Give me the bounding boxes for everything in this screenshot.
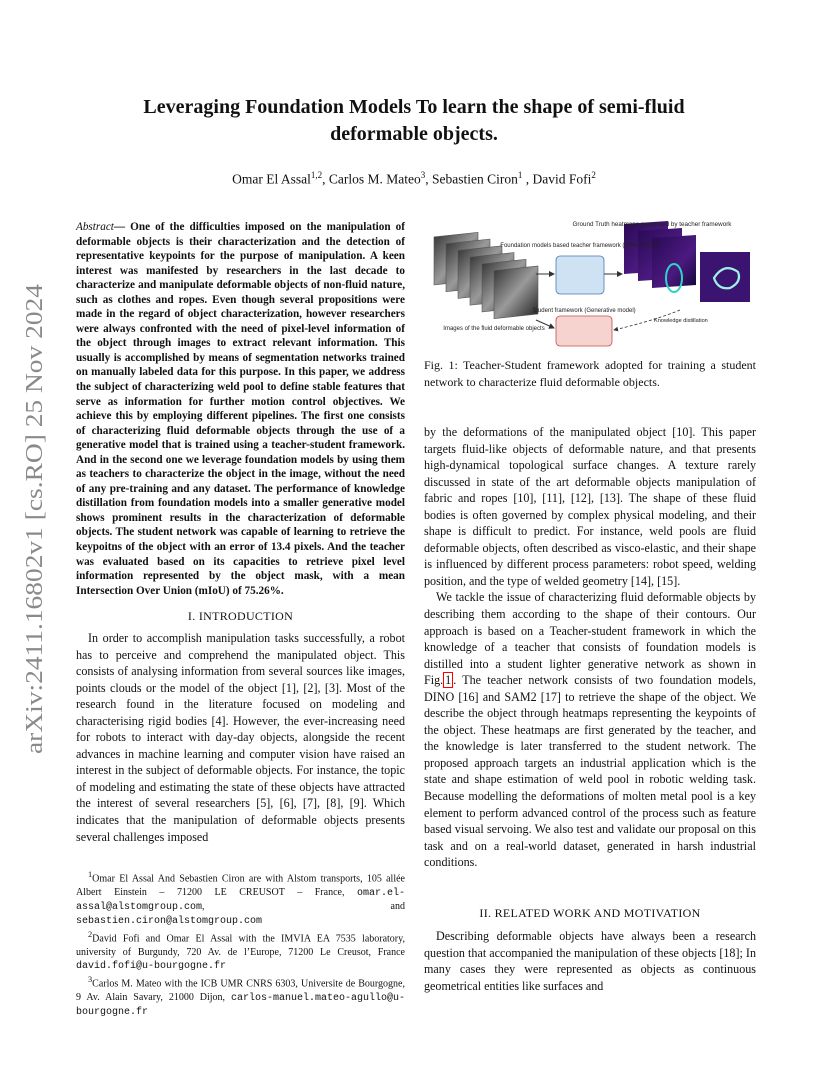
- title-line-1: Leveraging Foundation Models To learn the shape of semi-fluid: [143, 96, 685, 118]
- teacher-box: [556, 256, 604, 294]
- email-link[interactable]: david.fofi@u-bourgogne.fr: [76, 960, 227, 972]
- figure-1: [424, 216, 754, 348]
- footnote-1: $^1$Omar El Assal And Sebastien Ciron are with Alstom transports, 105 allée Albert Einstein – 71200 LE CREUSOT – France, omar.el-assal@alstomgroup.com, and sebastien.ciron@alstomgroup.com: [76, 870, 406, 927]
- student-box: [556, 316, 612, 346]
- section-heading-introduction: I. INTRODUCTION: [187, 609, 294, 623]
- email-link[interactable]: carlos-manuel.mateo-agullo@u-bourgogne.fr: [76, 992, 405, 1018]
- footnotes: [76, 868, 405, 1019]
- abstract: [76, 220, 405, 598]
- arxiv-identifier: [18, 284, 50, 754]
- body-paragraph: Describing deformable objects have always been a research question that accompanied the manipulation of these objects [18]; In many cases they were represented as objects as continuous geometrical entities like surfaces and: [424, 929, 756, 993]
- author-name: Carlos M. Mateo: [328, 171, 421, 187]
- author-name: Omar El Assal: [232, 171, 311, 187]
- footnote-conjunction: and: [390, 900, 405, 912]
- heatmaps-stack: [624, 221, 696, 292]
- author-affiliation: 1,2: [310, 170, 323, 180]
- introduction-paragraph: In order to accomplish manipulation tasks successfully, a robot has to perceive and comprehend the manipulated object. This consists of analysing information from several sources like images, points clouds or the model of the object [1], [2], [3]. Most of the research found in the literature focused on modeling and characterising rigid bodies [4]. However, the ever-increasing need for robots to interact with day-day objects, alongside the recent advances in machine learning and computer vision have raised an interest in the subject of deformable objects. For instance, the topic of modeling and estimating the state of these objects have attracted the interest of several researchers [5], [6], [7], [8], [9]. Which indicates that the manipulation of deformable objects presents several challenges imposed: [76, 631, 405, 844]
- author-list: Omar El Assal$^{1,2}$, Carlos M. Mateo$^3$, Sebastien Ciron$^1$ , David Fofi$^2$: [232, 170, 596, 187]
- body-paragraph: [424, 589, 756, 870]
- footnote-3: [76, 973, 405, 1019]
- email-link[interactable]: omar.el-assal@alstomgroup.com: [76, 887, 406, 913]
- body-paragraph: by the deformations of the manipulated object [10]. This paper targets fluid-like objects of deformable nature, and that presents high-dynamical topological surface changes. A texture rarely discussed in state of the art deformable objects manipulation of fabric and ropes [10], [11], [12], [13]. The shape of these fluid bodies is often governed by complex physical modeling, and their shape is difficult to predict. For instance, weld pools are fluid deformable objects, often described as visco-elastic, and their shape is influenced by different process parameters: robot speed, welding position, and the type of welded geometry [14], [15].: [424, 425, 756, 588]
- abstract-lead: Abstract: [76, 221, 114, 233]
- paragraph-text: We tackle the issue of characterizing fluid deformable objects by describing them according to the shape of their contours. Our approach is based on a Teacher-student framework in which the knowledge of a teacher that consists of foundation models is distilled into a student lighter generative network as shown in Fig.: [424, 590, 756, 688]
- footnote-2-text: David Fofi and Omar El Assal with the IMVIA EA 7535 laboratory, university of Burgundy, 720 Av. de l’Europe, 71200 Le Creusot, France: [76, 933, 405, 958]
- label-input-images: Images of the fluid deformable objects: [443, 326, 545, 332]
- footnote-1-text: Omar El Assal And Sebastien Ciron are with Alstom transports, 105 allée Albert Einstein – 71200 LE CREUSOT – France,: [76, 873, 405, 898]
- title-line-2: deformable objects.: [330, 123, 498, 145]
- arxiv-identifier-text: arXiv:2411.16802v1 [cs.RO] 25 Nov 2024: [22, 342, 48, 754]
- footnote-2: [76, 928, 405, 973]
- figure-1-diagram: [424, 216, 754, 348]
- footnote-marker: 1: [88, 870, 93, 879]
- author-affiliation: 3: [420, 170, 426, 180]
- label-ground-truth: Ground Truth heatmaps generated by teacher framework: [572, 221, 732, 228]
- figure-1-caption: Fig. 1: Teacher-Student framework adopted for training a student network to characterize fluid deformable objects.: [424, 358, 756, 389]
- arxiv-identifier-svg: [18, 284, 50, 754]
- author-affiliation: 1: [517, 170, 523, 180]
- footnote-3-text: Carlos M. Mateo with the ICB UMR CNRS 6303, Universite de Bourgogne, 9 Av. Alain Savary, 21000 Dijon,: [76, 978, 405, 1003]
- label-teacher: Foundation models based teacher framework (DINO-SAM2): [500, 243, 660, 249]
- paper-title: [90, 94, 738, 148]
- abstract-text: — One of the difficulties imposed on the manipulation of deformable objects is their characterization and the detection of representative keypoints for the purpose of manipulation. A keen interest was manifested by researchers in the last decade to characterize and manipulate deformable objects of non-fluid nature, such as clothes and ropes. Even though several propositions were made in the regard of object characterization, however researchers were always confronted with the need of pixel-level information of the object through images to extract relevant information. This usually is accomplished by means of segmentation networks trained on manually labeled data for this purpose. In this paper, we address the subject of characterizing weld pool to define stable features that serve as information for further motion control objectives. We achieve this by employing different pipelines. The first one consists of characterizing fluid deformable objects through the use of a generative model that is trained using a teacher-student framework. And in the second one we leverage foundation models by using them as teachers to characterize the object in the image, without the need of any pre-training and any dataset. The performance of knowledge distillation from foundation models into a smaller generative model shows prominent results in the characterization of deformable objects. The student network was capable of learning to retrieve the keypoitns of the object with an error of 13.4 pixels. And the teacher was evaluated based on its capacities to retrieve pixel level information represented by the object mask, with a mean Intersection Over Union (mIoU) of 75.26%.: [76, 221, 405, 597]
- paragraph-text: . The teacher network consists of two foundation models, DINO [16] and SAM2 [17] to retrieve the shape of the object. We describe the object through heatmaps representing the keypoints of the object. These heatmaps are first generated by the teacher, and the knowledge is later transferred to the student network. The proposed approach targets an industrial application which is the state and shape estimation of weld pool in robotic welding task. Because modelling the deformations of molten metal pool is a key element to perform advanced control of the process such as feature based visual servoing. We also test and validate our proposal on this task and on a real-world dataset, generated in harsh industrial conditions.: [424, 673, 756, 870]
- footnote-marker: 2: [88, 930, 93, 940]
- heatmap-output: [700, 252, 750, 302]
- author-name: Sebastien Ciron: [432, 171, 518, 187]
- footnote-marker: 3: [88, 975, 93, 985]
- email-link[interactable]: sebastien.ciron@alstomgroup.com: [76, 915, 263, 927]
- related-work-body: [424, 928, 756, 994]
- right-column-body: [424, 424, 756, 871]
- label-student: Student framework (Generative model): [532, 308, 636, 314]
- figure-reference-link[interactable]: 1: [445, 673, 452, 688]
- label-knowledge-distillation: Knowledge distillation: [654, 318, 708, 324]
- author-affiliation: 2: [591, 170, 596, 180]
- author-name: David Fofi: [532, 171, 592, 187]
- introduction-body: [76, 630, 405, 845]
- section-heading-related-work: II. RELATED WORK AND MOTIVATION: [479, 906, 701, 920]
